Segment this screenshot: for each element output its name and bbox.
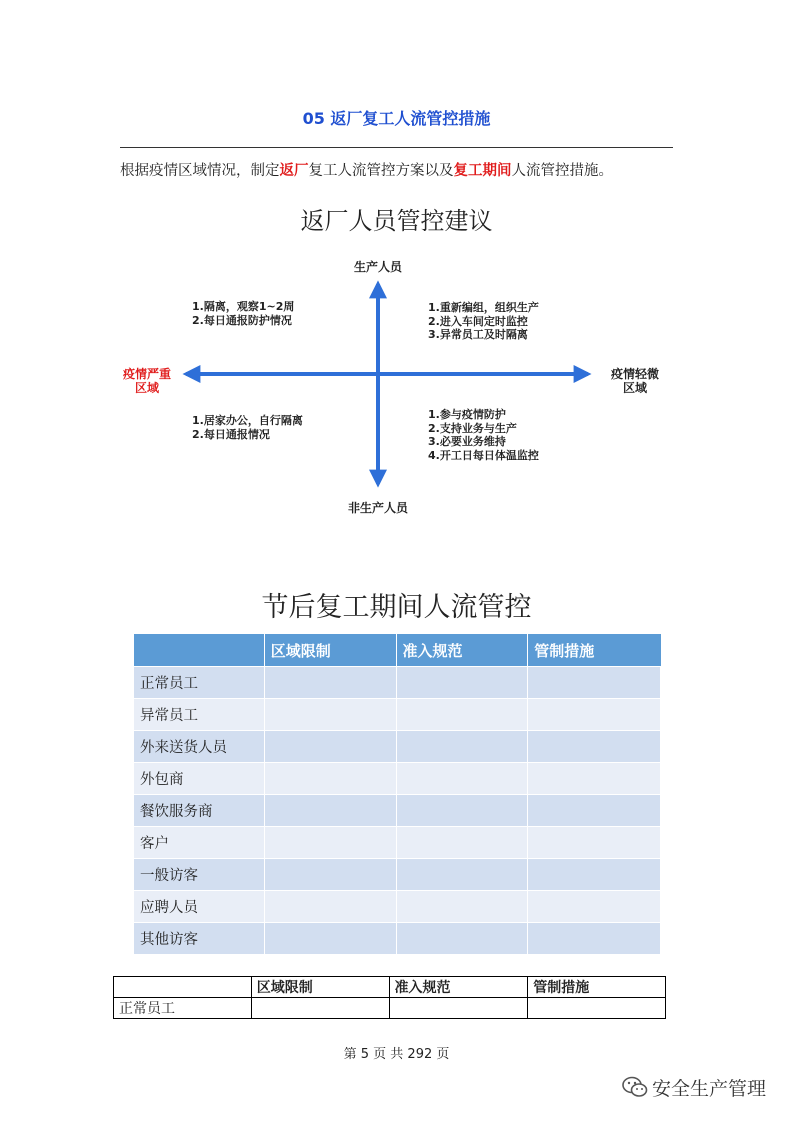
table-row	[134, 699, 661, 731]
table-cell	[264, 891, 396, 923]
table-row	[134, 891, 661, 923]
table-header-row	[134, 634, 661, 667]
table-cell	[264, 667, 396, 699]
quadrant-item: 2.支持业务与生产	[428, 421, 517, 435]
row-label: 正常员工	[114, 998, 252, 1019]
table-cell	[264, 827, 396, 859]
header-cell-control: 管制措施	[528, 977, 666, 998]
quadrant-top-right	[428, 301, 539, 342]
table-cell	[528, 891, 661, 923]
table-row	[134, 859, 661, 891]
row-label: 正常员工	[134, 667, 265, 699]
table-cell	[264, 859, 396, 891]
axis-label-production: 生产人员	[353, 260, 402, 274]
diagram-title: 返厂人员管控建议	[300, 207, 493, 235]
row-label: 外来送货人员	[134, 731, 265, 763]
quadrant-item: 1.参与疫情防护	[428, 408, 506, 421]
axis-label-mild-area	[600, 367, 670, 395]
table-cell	[264, 731, 396, 763]
header-cell-access: 准入规范	[389, 977, 528, 998]
quadrant-bottom-left	[192, 414, 303, 441]
table-cell	[396, 923, 528, 955]
table-cell	[528, 827, 661, 859]
watermark	[622, 1074, 766, 1103]
quadrant-item: 3.异常员工及时隔离	[428, 328, 528, 341]
axis-label-non-production: 非生产人员	[347, 501, 408, 515]
row-label: 客户	[134, 827, 265, 859]
table-row	[134, 923, 661, 955]
quadrant-item: 1.居家办公，自行隔离	[192, 414, 303, 427]
table-row	[134, 731, 661, 763]
table-cell	[389, 998, 528, 1019]
table-cell	[396, 891, 528, 923]
header-cell-empty	[134, 634, 265, 667]
table-cell	[396, 827, 528, 859]
row-label: 异常员工	[134, 699, 265, 731]
watermark-text: 安全生产管理	[652, 1078, 767, 1100]
quadrant-item: 1.隔离，观察1~2周	[192, 300, 295, 313]
section-title: 05 返厂复工人流管控措施	[302, 109, 491, 128]
quadrant-top-left	[192, 300, 294, 327]
table-cell	[528, 923, 661, 955]
table-row	[134, 795, 661, 827]
table-cell	[264, 923, 396, 955]
table-row	[134, 667, 661, 699]
table-cell	[396, 699, 528, 731]
table-cell	[528, 795, 661, 827]
header-cell-empty	[114, 977, 252, 998]
intro-text-1: 根据疫情区域情况，制定	[120, 163, 280, 179]
row-label: 一般访客	[134, 859, 265, 891]
quadrant-item: 2.每日通报情况	[192, 427, 270, 441]
table-cell	[528, 859, 661, 891]
table-cell	[528, 998, 666, 1019]
page-footer: 第 5 页 共 292 页	[343, 1047, 450, 1062]
table-cell	[528, 667, 661, 699]
wechat-icon	[622, 1076, 648, 1103]
table-cell	[396, 667, 528, 699]
plain-table-row	[114, 998, 666, 1019]
axis-label-mild-line1: 疫情轻微	[610, 367, 659, 381]
quadrant-bottom-right	[428, 408, 539, 462]
table-row	[134, 763, 661, 795]
header-cell-control: 管制措施	[528, 634, 661, 667]
axis-label-severe-line1: 疫情严重	[122, 367, 171, 381]
table-row	[134, 827, 661, 859]
table-cell	[264, 795, 396, 827]
people-flow-table	[133, 634, 661, 955]
table-cell	[251, 998, 389, 1019]
intro-text-3: 人流管控措施。	[511, 163, 613, 179]
row-label: 应聘人员	[134, 891, 265, 923]
table-cell	[396, 795, 528, 827]
table-cell	[528, 699, 661, 731]
row-label: 餐饮服务商	[134, 795, 265, 827]
axis-label-severe-area	[112, 367, 182, 395]
quadrant-item: 1.重新编组，组织生产	[428, 301, 539, 314]
table-cell	[264, 763, 396, 795]
plain-table	[113, 976, 666, 1019]
axis-label-severe-line2: 区域	[134, 381, 159, 395]
table-cell	[396, 859, 528, 891]
quadrant-item: 2.进入车间定时监控	[428, 314, 528, 328]
table-cell	[528, 763, 661, 795]
table-cell	[264, 699, 396, 731]
table-cell	[396, 731, 528, 763]
intro-text-2: 复工人流管控方案以及	[308, 163, 454, 179]
table-cell	[396, 763, 528, 795]
row-label: 其他访客	[134, 923, 265, 955]
intro-highlight-1: 返厂	[279, 163, 309, 179]
plain-table-header-row	[114, 977, 666, 998]
header-cell-access: 准入规范	[396, 634, 528, 667]
header-cell-area: 区域限制	[264, 634, 396, 667]
table-cell	[528, 731, 661, 763]
header-cell-area: 区域限制	[251, 977, 389, 998]
quadrant-item: 2.每日通报防护情况	[192, 313, 292, 327]
row-label: 外包商	[134, 763, 265, 795]
axis-label-mild-line2: 区域	[622, 381, 647, 395]
quadrant-item: 3.必要业务维持	[428, 435, 506, 448]
quadrant-item: 4.开工日每日体温监控	[428, 448, 539, 462]
table-title: 节后复工期间人流管控	[261, 592, 532, 623]
intro-highlight-2: 复工期间	[453, 163, 512, 179]
